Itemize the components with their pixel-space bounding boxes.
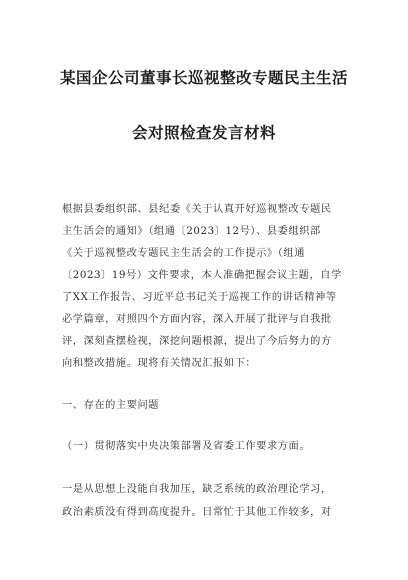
intro-line: 向和整改措施。现将有关情况汇报如下： xyxy=(62,358,257,369)
intro-line: 《关于巡视整改专题民主生活会的工作提示》（组通 xyxy=(62,248,306,259)
section-heading: 一、存在的主要问题 xyxy=(62,400,160,411)
intro-line: 根据县委组织部、县纪委《关于认真开好巡视整改专题民 xyxy=(62,204,332,215)
intro-line: 主生活会的通知》（组通〔2023〕12号）、县委组织部 xyxy=(62,226,321,237)
intro-line: 必学篇章，对照四个方面内容，深入开展了批评与自我批 xyxy=(62,314,332,325)
intro-line: 评，深刻查摆检视，深挖问题根源，提出了今后努力的方 xyxy=(62,336,332,347)
document-title-line2: 会对照检查发言材料 xyxy=(131,124,276,142)
intro-line: 〔2023〕19号）文件要求，本人准确把握会议主题，自学 xyxy=(62,270,342,281)
body-line: 一是从思想上没能自我加压，缺乏系统的政治理论学习， xyxy=(62,484,332,495)
subsection-heading: （一）贯彻落实中央决策部署及省委工作要求方面。 xyxy=(62,441,311,452)
body-line: 政治素质没有得到高度提升。日常忙于其他工作较多，对 xyxy=(62,507,332,518)
document-title-line1: 某国企公司董事长巡视整改专题民主生活 xyxy=(59,69,348,87)
intro-line: 了XX工作报告、习近平总书记关于巡视工作的讲话精神等 xyxy=(62,292,337,303)
